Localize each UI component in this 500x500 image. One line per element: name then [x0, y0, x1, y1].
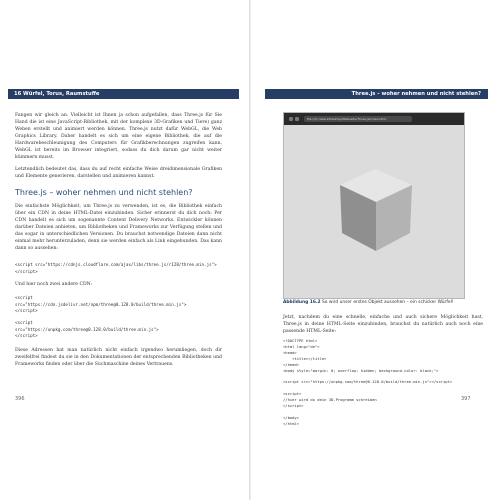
left-paragraph-3: Die einfachste Möglichkeit, um Three.js zu verwenden, ist es, die Bibliothek einfach über ein CDN in deine HTML-Datei einzubinden. Sicher erinnerst du dich noch: Per CDN handelt es sich um sogenannte Content Delivery Networks. Entwickler können darüber Dateien anbieten, um Bibliotheken und Frameworks zur Verfügung stellen und das sogar in unterschiedlichen Versionen. Du brauchst notwendige Dateien dann nicht einmal mehr herunterzuladen, denn sie werden einfach als Link eingebunden. Das kann dann so aussehen:: [15, 204, 222, 251]
left-running-head: 16 Würfel, Torus, Raumstuffe: [8, 89, 239, 99]
code-block-unpkg: <script src="https://unpkg.com/three@0.128.0/build/three.min.js"> </script>: [15, 320, 159, 338]
right-paragraph-1: Jetzt, nachdem du eine schnelle, einfache und auch sichere Möglichkeit hast, Three.js in deine HTML-Seite einzubinden, brauchst du natürlich auch noch eine passende HTML-Seite:: [283, 315, 483, 334]
forward-icon: [295, 117, 299, 121]
browser-toolbar: [284, 113, 464, 125]
back-icon: [289, 117, 293, 121]
cube-render: [284, 125, 464, 298]
browser-address-bar: file:///C:/Users/Desktop/Webseite/Three.js/index.html: [304, 116, 412, 122]
caption-label: Abbildung 16.2: [283, 300, 321, 305]
browser-screenshot: [283, 112, 465, 299]
caption-text: So wird unser erstes Objekt aussehen – ein schicker Würfel!: [320, 300, 454, 305]
left-page-number: 396: [15, 396, 25, 402]
left-paragraph-2: Letztendlich bedeutet das, dass du auf recht einfache Weise dreidimensionale Grafiken und Elemente generieren, darstellen und animieren kannst.: [15, 167, 222, 179]
section-heading: Three.js – woher nehmen und nicht stehlen?: [15, 188, 193, 197]
code-block-jsdelivr: <script src="https://cdn.jsdelivr.net/npm/three@0.128.0/build/three.min.js"> </script>: [15, 295, 187, 313]
right-page-number: 397: [461, 396, 471, 402]
left-paragraph-4: Und hier noch zwei andere CDN:: [15, 282, 93, 287]
html-skeleton-code: <!DOCTYPE html> <html lang="de"> <head> <title></title> </head> <body style="margin: 0; overflow: hidden; background-color: black;"> <script src="https://unpkg.com/three@0.128.0/build/three.min.js"></script> <script> //hier wird du dein 3D-Programm schreiben </script> </body> </html>: [283, 338, 453, 426]
left-paragraph-1: Fangen wir gleich an. Vielleicht ist Ihnen ja schon aufgefallen, dass Three.js für Sie Hand die ist eine JavaScript-Bibliothek, mit der komplexe 3D-Grafiken und Tiere) ganz Weben erstellt und animiert werden können. Three.js nutzt dafür WebGL, die Web Graphics Library. Daher handelt es sich um eine eigene Bibliothek, die auf die Hardwarebeschleunigung des Computers für Grafikberechnungen zugreifen kann. WebGL ist bereits im Browser integriert, sodass du dich darum gar nicht weiter kümmern musst.: [15, 113, 222, 160]
code-block-cdnjs: <script src="https://cdnjs.cloudflare.com/ajax/libs/three.js/r128/three.min.js"> </script>: [15, 262, 217, 274]
right-page: [250, 0, 500, 500]
left-paragraph-5: Diese Adressen hat man natürlich nicht einfach irgendwo herumliegen, doch dir zweifelfrei findest du sie in den Dokumentationen der entsprechenden Bibliotheken und Frameworks finden oder über die Suchmaschine deines Vertrauens.: [15, 348, 222, 367]
right-running-head: Three.js – woher nehmen und nicht stehlen?: [265, 89, 488, 99]
figure-caption: [283, 300, 493, 305]
